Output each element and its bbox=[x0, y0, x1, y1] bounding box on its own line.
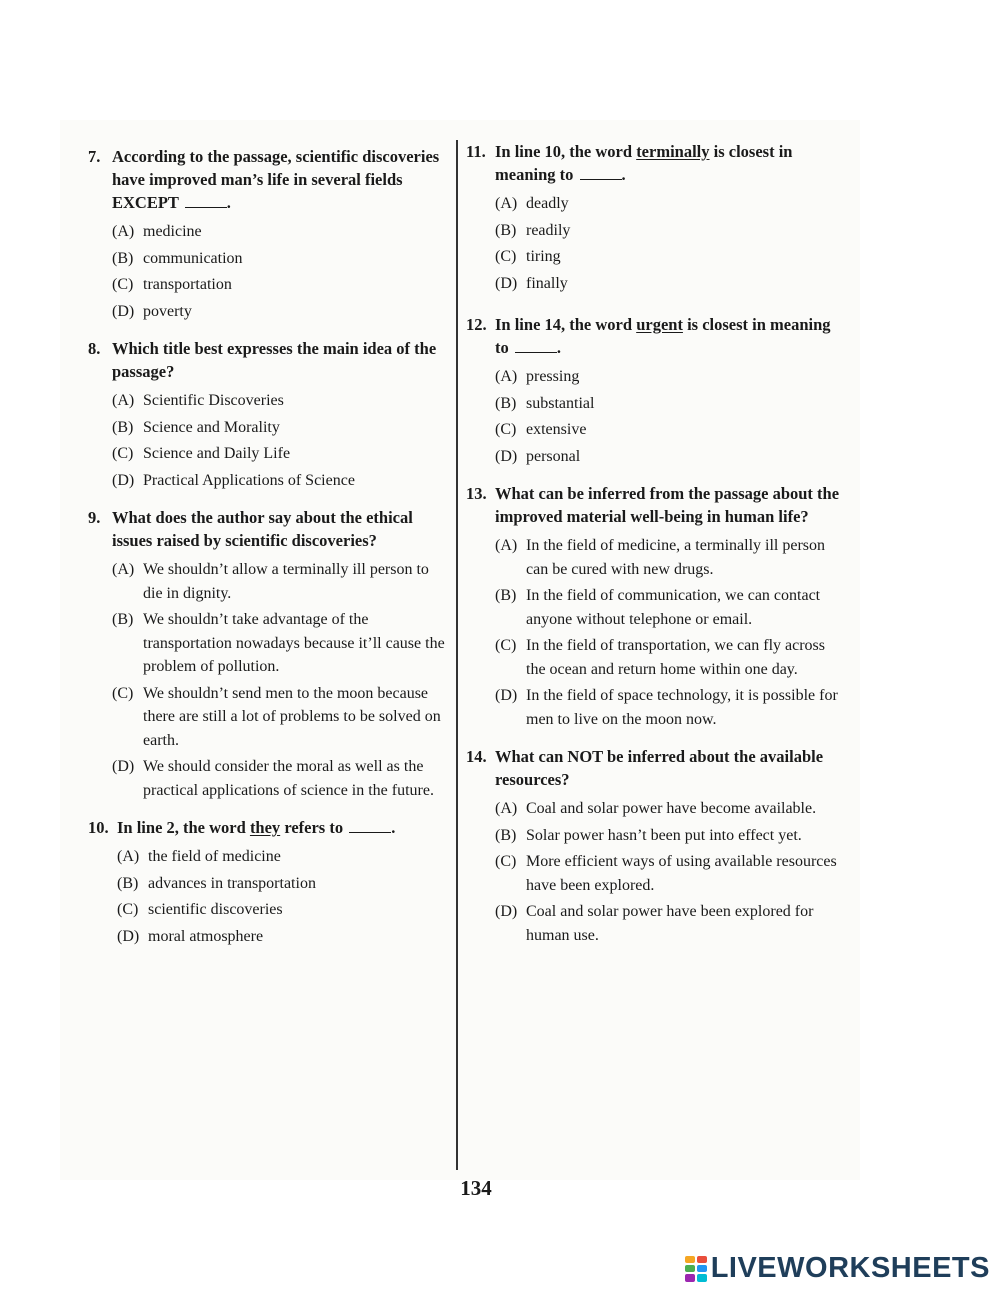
option-text: the field of medicine bbox=[148, 848, 281, 865]
option-b[interactable] bbox=[495, 824, 841, 848]
option-letter: (B) bbox=[112, 611, 134, 628]
option-a[interactable] bbox=[495, 534, 841, 581]
option-letter: (A) bbox=[495, 800, 518, 817]
question-10 bbox=[88, 816, 448, 948]
option-text: substantial bbox=[526, 394, 595, 412]
question-14 bbox=[466, 745, 841, 947]
option-d[interactable] bbox=[495, 684, 841, 731]
question-stem bbox=[88, 337, 448, 383]
options-list bbox=[495, 534, 841, 731]
option-a[interactable] bbox=[112, 220, 448, 244]
question-text bbox=[112, 337, 448, 383]
question-8 bbox=[88, 337, 448, 492]
options-list bbox=[495, 192, 841, 295]
answer-blank[interactable] bbox=[185, 193, 227, 208]
question-text-part: According to the passage, scientific discoveries have improved man’s life in several fields EXCEPT bbox=[112, 147, 440, 212]
option-text: advances in transportation bbox=[148, 874, 316, 892]
answer-blank[interactable] bbox=[349, 818, 391, 833]
option-text: medicine bbox=[143, 223, 202, 240]
question-text bbox=[495, 313, 841, 359]
option-letter: (D) bbox=[495, 903, 518, 920]
option-text: In the field of communication, we can contact anyone without telephone or email. bbox=[526, 587, 821, 628]
option-c[interactable] bbox=[112, 273, 448, 297]
options-list bbox=[112, 220, 448, 323]
question-stem bbox=[466, 482, 841, 528]
option-letter: (D) bbox=[112, 471, 135, 489]
option-text: transportation bbox=[143, 276, 232, 293]
question-text-part: What does the author say about the ethical issues raised by scientific discoveries? bbox=[112, 508, 413, 550]
option-letter: (A) bbox=[112, 561, 135, 578]
option-d[interactable] bbox=[495, 900, 841, 947]
option-text: extensive bbox=[526, 421, 587, 438]
option-c[interactable] bbox=[495, 634, 841, 681]
question-number: 8. bbox=[88, 339, 101, 358]
option-text: pressing bbox=[526, 368, 580, 385]
question-stem bbox=[466, 140, 841, 186]
option-letter: (C) bbox=[112, 445, 134, 462]
option-text: We should consider the moral as well as the practical applications of science in the future. bbox=[143, 758, 434, 799]
page-number: 134 bbox=[460, 1176, 492, 1200]
question-text-part: is closest in meaning to bbox=[495, 142, 793, 184]
options-list bbox=[117, 845, 448, 948]
option-b[interactable] bbox=[495, 392, 841, 416]
question-number: 11. bbox=[466, 142, 486, 161]
option-text: Science and Morality bbox=[143, 418, 280, 436]
option-text: Solar power hasn’t been put into effect yet. bbox=[526, 826, 802, 844]
option-letter: (A) bbox=[495, 195, 518, 212]
option-letter: (C) bbox=[495, 853, 517, 870]
option-text: poverty bbox=[143, 302, 192, 320]
column-divider bbox=[456, 140, 458, 1170]
question-stem bbox=[466, 313, 841, 359]
option-b[interactable] bbox=[112, 608, 448, 679]
question-tail: . bbox=[226, 193, 231, 212]
question-text bbox=[495, 482, 841, 528]
option-letter: (B) bbox=[495, 221, 517, 239]
question-stem bbox=[88, 145, 448, 214]
option-a[interactable] bbox=[112, 558, 448, 605]
question-7 bbox=[88, 145, 448, 323]
option-letter: (D) bbox=[495, 687, 518, 704]
option-text: In the field of medicine, a terminally ill person can be cured with new drugs. bbox=[526, 537, 826, 578]
option-letter: (A) bbox=[495, 537, 518, 554]
brand-name: LIVEWORKSHEETS bbox=[710, 1252, 990, 1284]
option-b[interactable] bbox=[117, 872, 448, 896]
option-text: scientific discoveries bbox=[148, 901, 283, 918]
option-b[interactable] bbox=[112, 416, 448, 440]
option-c[interactable] bbox=[495, 245, 841, 269]
option-text: We shouldn’t allow a terminally ill person to die in dignity. bbox=[143, 561, 429, 602]
liveworksheets-brand[interactable] bbox=[685, 1252, 990, 1285]
option-b[interactable] bbox=[112, 247, 448, 271]
question-number: 13. bbox=[466, 484, 487, 503]
question-number: 9. bbox=[88, 508, 101, 527]
option-a[interactable] bbox=[495, 365, 841, 389]
option-text: Scientific Discoveries bbox=[143, 392, 284, 409]
answer-blank[interactable] bbox=[515, 338, 557, 353]
option-letter: (B) bbox=[117, 874, 139, 892]
option-text: Science and Daily Life bbox=[143, 445, 291, 462]
option-letter: (B) bbox=[112, 418, 134, 436]
question-text-part: In line 2, the word bbox=[117, 818, 250, 837]
option-a[interactable] bbox=[117, 845, 448, 869]
option-text: finally bbox=[526, 274, 568, 292]
question-text bbox=[495, 745, 841, 791]
option-letter: (D) bbox=[112, 758, 135, 775]
option-text: Coal and solar power have become available. bbox=[526, 800, 817, 817]
option-d[interactable] bbox=[117, 925, 448, 949]
question-text bbox=[112, 506, 448, 552]
question-tail: . bbox=[391, 818, 396, 837]
options-list bbox=[495, 365, 841, 468]
option-text: We shouldn’t take advantage of the transportation nowadays because it’ll cause the problem of pollution. bbox=[143, 611, 445, 675]
question-text bbox=[495, 140, 841, 186]
option-text: In the field of space technology, it is possible for men to live on the moon now. bbox=[526, 687, 838, 728]
option-b[interactable] bbox=[495, 584, 841, 631]
option-letter: (A) bbox=[495, 368, 518, 385]
question-tail: . bbox=[556, 338, 561, 357]
question-text-part: is closest in meaning to bbox=[495, 315, 831, 357]
right-column bbox=[466, 140, 841, 961]
question-text-part: In line 10, the word bbox=[495, 142, 637, 161]
option-letter: (A) bbox=[112, 392, 135, 409]
option-text: Practical Applications of Science bbox=[143, 471, 355, 489]
option-letter: (A) bbox=[112, 223, 135, 240]
option-letter: (D) bbox=[495, 447, 518, 465]
question-stem bbox=[466, 745, 841, 791]
question-number: 12. bbox=[466, 315, 487, 334]
question-11 bbox=[466, 140, 841, 295]
option-letter: (C) bbox=[112, 684, 134, 702]
option-text: moral atmosphere bbox=[148, 927, 264, 945]
option-text: More efficient ways of using available resources have been explored. bbox=[526, 853, 837, 894]
option-letter: (C) bbox=[495, 248, 517, 265]
question-text-part: Which title best expresses the main idea of the passage? bbox=[112, 339, 437, 381]
option-text: Coal and solar power have been explored for human use. bbox=[526, 903, 814, 944]
underlined-word: they bbox=[249, 818, 281, 837]
option-text: readily bbox=[526, 221, 571, 239]
question-tail: . bbox=[621, 165, 626, 184]
option-d[interactable] bbox=[112, 469, 448, 493]
question-text-part: In line 14, the word bbox=[495, 315, 637, 334]
option-c[interactable] bbox=[112, 442, 448, 466]
option-d[interactable] bbox=[495, 445, 841, 469]
liveworksheets-logo-icon bbox=[685, 1256, 707, 1282]
options-list bbox=[495, 797, 841, 947]
question-stem bbox=[88, 816, 448, 839]
option-text: In the field of transportation, we can fly across the ocean and return home within one day. bbox=[526, 637, 826, 678]
question-13 bbox=[466, 482, 841, 731]
left-column bbox=[88, 145, 448, 962]
option-c[interactable] bbox=[495, 418, 841, 442]
question-number: 14. bbox=[466, 747, 487, 766]
option-text: personal bbox=[526, 447, 581, 465]
option-d[interactable] bbox=[112, 300, 448, 324]
option-letter: (D) bbox=[117, 927, 140, 945]
option-d[interactable] bbox=[495, 272, 841, 296]
option-d[interactable] bbox=[112, 755, 448, 802]
option-letter: (B) bbox=[495, 587, 517, 604]
option-letter: (C) bbox=[112, 276, 134, 293]
option-text: tiring bbox=[526, 248, 561, 265]
question-text bbox=[117, 816, 448, 839]
option-a[interactable] bbox=[112, 389, 448, 413]
question-text bbox=[112, 145, 448, 214]
question-text-part: What can NOT be inferred about the available resources? bbox=[495, 747, 824, 789]
option-text: communication bbox=[143, 249, 243, 267]
option-text: We shouldn’t send men to the moon because there are still a lot of problems to be solved on earth. bbox=[143, 684, 441, 749]
option-letter: (C) bbox=[495, 637, 517, 654]
option-a[interactable] bbox=[495, 797, 841, 821]
question-number: 10. bbox=[88, 818, 109, 837]
options-list bbox=[112, 389, 448, 492]
answer-blank[interactable] bbox=[580, 165, 622, 180]
option-a[interactable] bbox=[495, 192, 841, 216]
question-text-part: What can be inferred from the passage about the improved material well-being in human life? bbox=[495, 484, 840, 526]
option-letter: (B) bbox=[112, 249, 134, 267]
option-letter: (B) bbox=[495, 394, 517, 412]
options-list bbox=[112, 558, 448, 802]
option-text: deadly bbox=[526, 195, 569, 212]
option-c[interactable] bbox=[112, 682, 448, 753]
underlined-word: urgent bbox=[636, 315, 683, 334]
option-letter: (D) bbox=[112, 302, 135, 320]
question-text-part: refers to bbox=[280, 818, 344, 837]
option-c[interactable] bbox=[495, 850, 841, 897]
option-c[interactable] bbox=[117, 898, 448, 922]
option-letter: (B) bbox=[495, 826, 517, 844]
option-letter: (A) bbox=[117, 848, 140, 865]
question-12 bbox=[466, 313, 841, 468]
option-letter: (D) bbox=[495, 274, 518, 292]
question-stem bbox=[88, 506, 448, 552]
underlined-word: terminally bbox=[636, 142, 710, 161]
option-letter: (C) bbox=[117, 901, 139, 918]
question-9 bbox=[88, 506, 448, 802]
question-number: 7. bbox=[88, 147, 101, 166]
option-letter: (C) bbox=[495, 421, 517, 438]
option-b[interactable] bbox=[495, 219, 841, 243]
